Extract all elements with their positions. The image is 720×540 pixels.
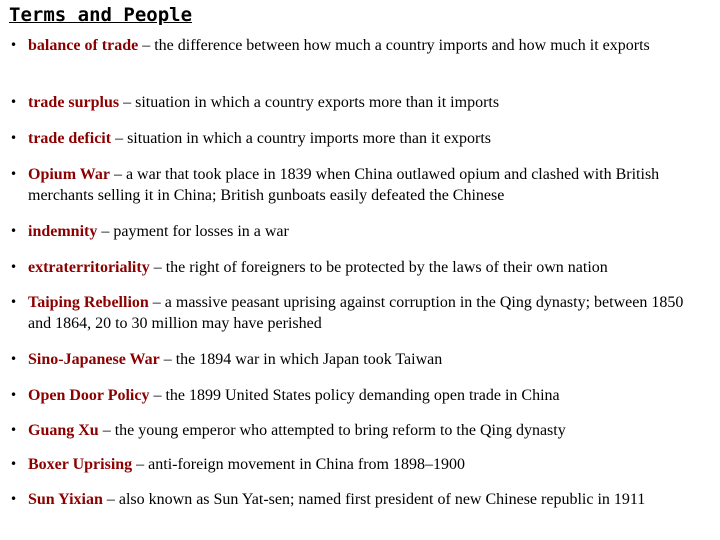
term-name: Boxer Uprising [28,456,133,473]
bullet-icon: • [10,167,18,181]
term-name: Opium War [28,166,110,183]
term-item-balance-of-trade [10,35,690,56]
term-entry [28,128,690,149]
term-name: trade deficit [28,130,112,147]
term-entry [28,164,690,206]
term-definition: – the 1899 United States policy demanding open trade in China [149,387,560,404]
term-item-taiping-rebellion [10,292,690,334]
page-title: Terms and People [9,4,193,26]
bullet-icon: • [10,38,18,52]
bullet-icon: • [10,423,18,437]
term-definition: – payment for losses in a war [97,223,289,240]
term-entry [28,257,690,278]
term-definition: – the young emperor who attempted to bring reform to the Qing dynasty [98,422,566,439]
term-definition: – the difference between how much a country imports and how much it exports [138,37,650,54]
term-entry [28,489,690,510]
term-entry [28,420,690,441]
term-definition: – a war that took place in 1839 when China outlawed opium and clashed with British merchants selling it in China; British gunboats easily defeated the Chinese [28,166,660,204]
term-entry [28,454,690,475]
term-name: trade surplus [28,94,120,111]
term-entry [28,292,690,334]
term-item-trade-deficit [10,128,690,149]
term-definition: – situation in which a country exports more than it imports [119,94,500,111]
bullet-icon: • [10,295,18,309]
bullet-icon: • [10,388,18,402]
term-definition: – anti-foreign movement in China from 1898–1900 [132,456,465,473]
term-item-sun-yixian [10,489,690,510]
term-entry [28,221,690,242]
term-item-open-door-policy [10,385,690,406]
term-definition: – situation in which a country imports more than it exports [111,130,492,147]
bullet-icon: • [10,224,18,238]
term-entry [28,385,690,406]
term-name: extraterritoriality [28,259,150,276]
term-name: Guang Xu [28,422,99,439]
term-name: balance of trade [28,37,139,54]
term-item-guang-xu [10,420,690,441]
term-definition: – a massive peasant uprising against corruption in the Qing dynasty; between 1850 and 1864, 20 to 30 million may have perished [28,294,684,332]
bullet-icon: • [10,260,18,274]
term-item-extraterritoriality [10,257,690,278]
term-item-opium-war [10,164,690,206]
term-definition: – the right of foreigners to be protected by the laws of their own nation [149,259,608,276]
term-item-sino-japanese-war [10,349,690,370]
term-name: Sino-Japanese War [28,351,160,368]
term-name: Taiping Rebellion [28,294,149,311]
term-definition: – the 1894 war in which Japan took Taiwan [159,351,443,368]
term-definition: – also known as Sun Yat-sen; named first president of new Chinese republic in 1911 [102,491,646,508]
bullet-icon: • [10,457,18,471]
term-item-indemnity [10,221,690,242]
term-entry [28,349,690,370]
bullet-icon: • [10,95,18,109]
term-name: Sun Yixian [28,491,103,508]
term-item-boxer-uprising [10,454,690,475]
term-item-trade-surplus [10,92,690,113]
bullet-icon: • [10,352,18,366]
bullet-icon: • [10,131,18,145]
term-entry [28,92,690,113]
term-name: Open Door Policy [28,387,150,404]
term-name: indemnity [28,223,98,240]
bullet-icon: • [10,492,18,506]
term-entry [28,35,690,56]
